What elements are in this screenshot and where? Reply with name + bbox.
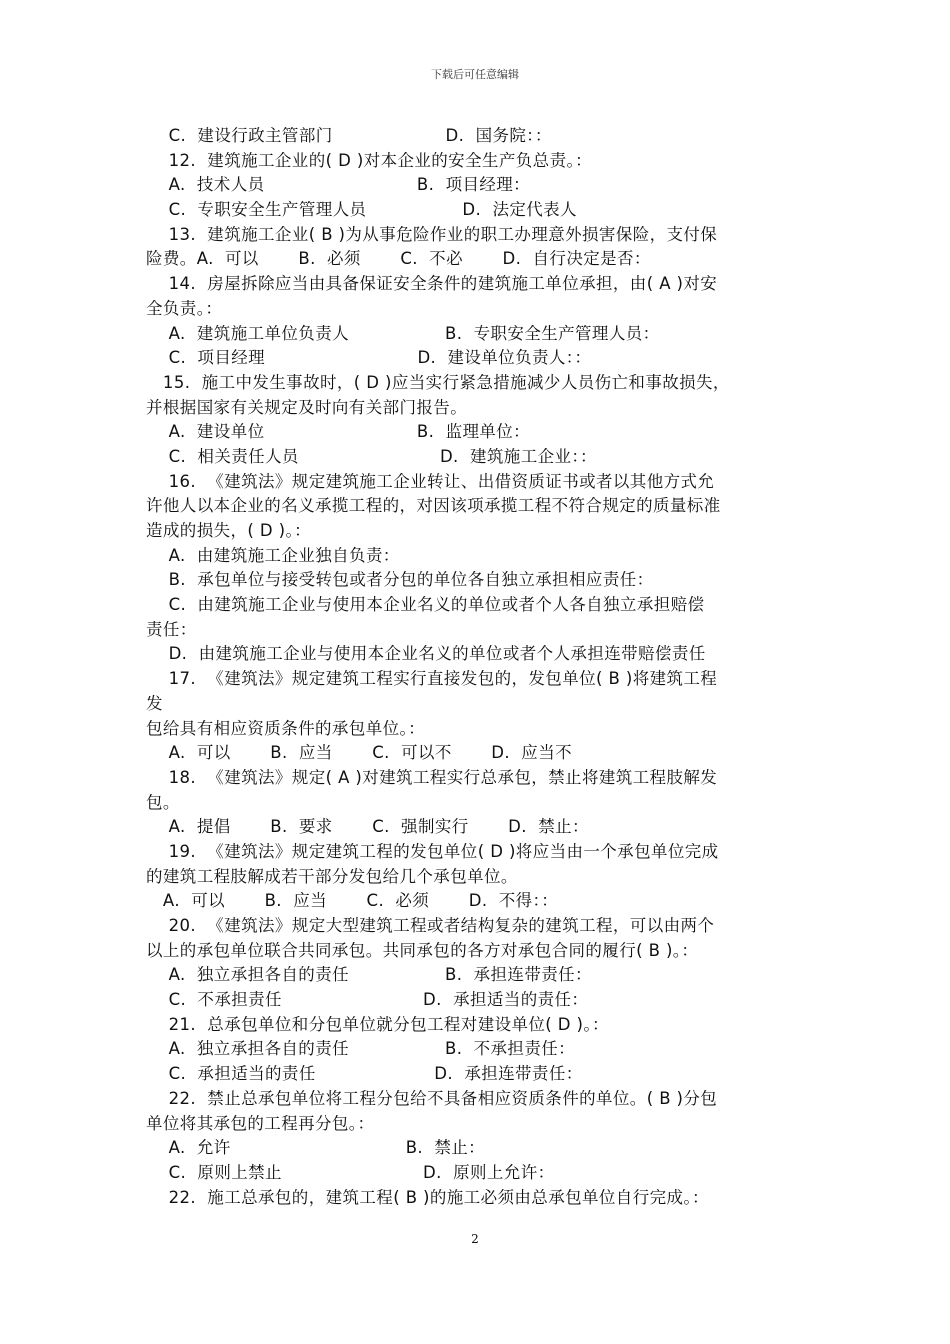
- text-line: 以上的承包单位联合共同承包。共同承包的各方对承包合同的履行( B )。：: [146, 940, 699, 960]
- text-line: A. 可以 B. 应当 C. 可以不 D. 应当不: [146, 743, 573, 763]
- text-line: B. 承包单位与接受转包或者分包的单位各自独立承担相应责任：: [146, 570, 654, 590]
- text-line: A. 提倡 B. 要求 C. 强制实行 D. 禁止：: [146, 817, 589, 837]
- page-number: 2: [471, 1232, 479, 1246]
- text-line: 13. 建筑施工企业( B )为从事危险作业的职工办理意外损害保险，支付保: [146, 224, 718, 244]
- text-line: C. 承担适当的责任 D. 承担连带责任：: [146, 1064, 583, 1084]
- text-line: 的建筑工程肢解成若干部分发包给几个承包单位。: [146, 866, 518, 886]
- text-line: 许他人以本企业的名义承揽工程的，对因该项承揽工程不符合规定的质量标准: [146, 496, 721, 516]
- text-line: C. 不承担责任 D. 承担适当的责任：: [146, 990, 589, 1010]
- text-line: A. 可以 B. 应当 C. 必须 D. 不得：：: [146, 891, 559, 911]
- text-line: 险费。A. 可以 B. 必须 C. 不必 D. 自行决定是否：: [146, 249, 651, 269]
- document-body: [146, 124, 816, 1210]
- text-line: A. 建筑施工单位负责人 B. 专职安全生产管理人员：: [146, 323, 660, 343]
- text-line: A. 独立承担各自的责任 B. 承担连带责任：: [146, 965, 592, 985]
- text-line: A. 独立承担各自的责任 B. 不承担责任：: [146, 1039, 576, 1059]
- text-line: C. 专职安全生产管理人员 D. 法定代表人: [146, 200, 577, 220]
- text-line: 15. 施工中发生事故时，( D )应当实行紧急措施减少人员伤亡和事故损失，: [146, 372, 730, 392]
- text-line: 发: [146, 693, 163, 713]
- text-line: 包。: [146, 792, 180, 812]
- text-line: 并根据国家有关规定及时向有关部门报告。: [146, 397, 468, 417]
- text-line: 21. 总承包单位和分包单位就分包工程对建设单位( D )。：: [146, 1014, 609, 1034]
- text-line: 12. 建筑施工企业的( D )对本企业的安全生产负总责。：: [146, 150, 593, 170]
- text-line: C. 相关责任人员 D. 建筑施工企业：：: [146, 446, 597, 466]
- text-line: 22. 施工总承包的，建筑工程( B )的施工必须由总承包单位自行完成。：: [146, 1187, 709, 1207]
- text-line: 14. 房屋拆除应当由具备保证安全条件的建筑施工单位承担，由( A )对安: [146, 274, 718, 294]
- text-line: C. 原则上禁止 D. 原则上允许：: [146, 1162, 555, 1182]
- text-line: C. 项目经理 D. 建设单位负责人：：: [146, 348, 592, 368]
- text-line: 19. 《建筑法》规定建筑工程的发包单位( D )将应当由一个承包单位完成: [146, 841, 719, 861]
- text-line: C. 由建筑施工企业与使用本企业名义的单位或者个人各自独立承担赔偿: [146, 595, 705, 615]
- text-line: 17. 《建筑法》规定建筑工程实行直接发包的，发包单位( B )将建筑工程: [146, 669, 718, 689]
- text-line: 包给具有相应资质条件的承包单位。：: [146, 718, 426, 738]
- text-line: A. 允许 B. 禁止：: [146, 1138, 486, 1158]
- text-line: A. 由建筑施工企业独自负责：: [146, 545, 400, 565]
- text-line: 全负责。：: [146, 298, 223, 318]
- text-line: 16. 《建筑法》规定建筑施工企业转让、出借资质证书或者以其他方式允: [146, 471, 715, 491]
- text-line: 22. 禁止总承包单位将工程分包给不具备相应资质条件的单位。( B )分包: [146, 1088, 718, 1108]
- text-line: 造成的损失，( D )。：: [146, 521, 312, 540]
- text-line: 18. 《建筑法》规定( A )对建筑工程实行总承包，禁止将建筑工程肢解发: [146, 767, 718, 787]
- text-line: 责任：: [146, 619, 197, 639]
- text-line: A. 技术人员 B. 项目经理：: [146, 175, 531, 195]
- text-line: 20. 《建筑法》规定大型建筑工程或者结构复杂的建筑工程，可以由两个: [146, 916, 715, 935]
- text-line: 单位将其承包的工程再分包。：: [146, 1113, 375, 1133]
- text-line: D. 由建筑施工企业与使用本企业名义的单位或者个人承担连带赔偿责任: [146, 644, 706, 664]
- text-line: A. 建设单位 B. 监理单位：: [146, 422, 531, 442]
- page-header: 下载后可任意编辑: [431, 68, 519, 81]
- text-line: C. 建设行政主管部门 D. 国务院：：: [146, 126, 552, 145]
